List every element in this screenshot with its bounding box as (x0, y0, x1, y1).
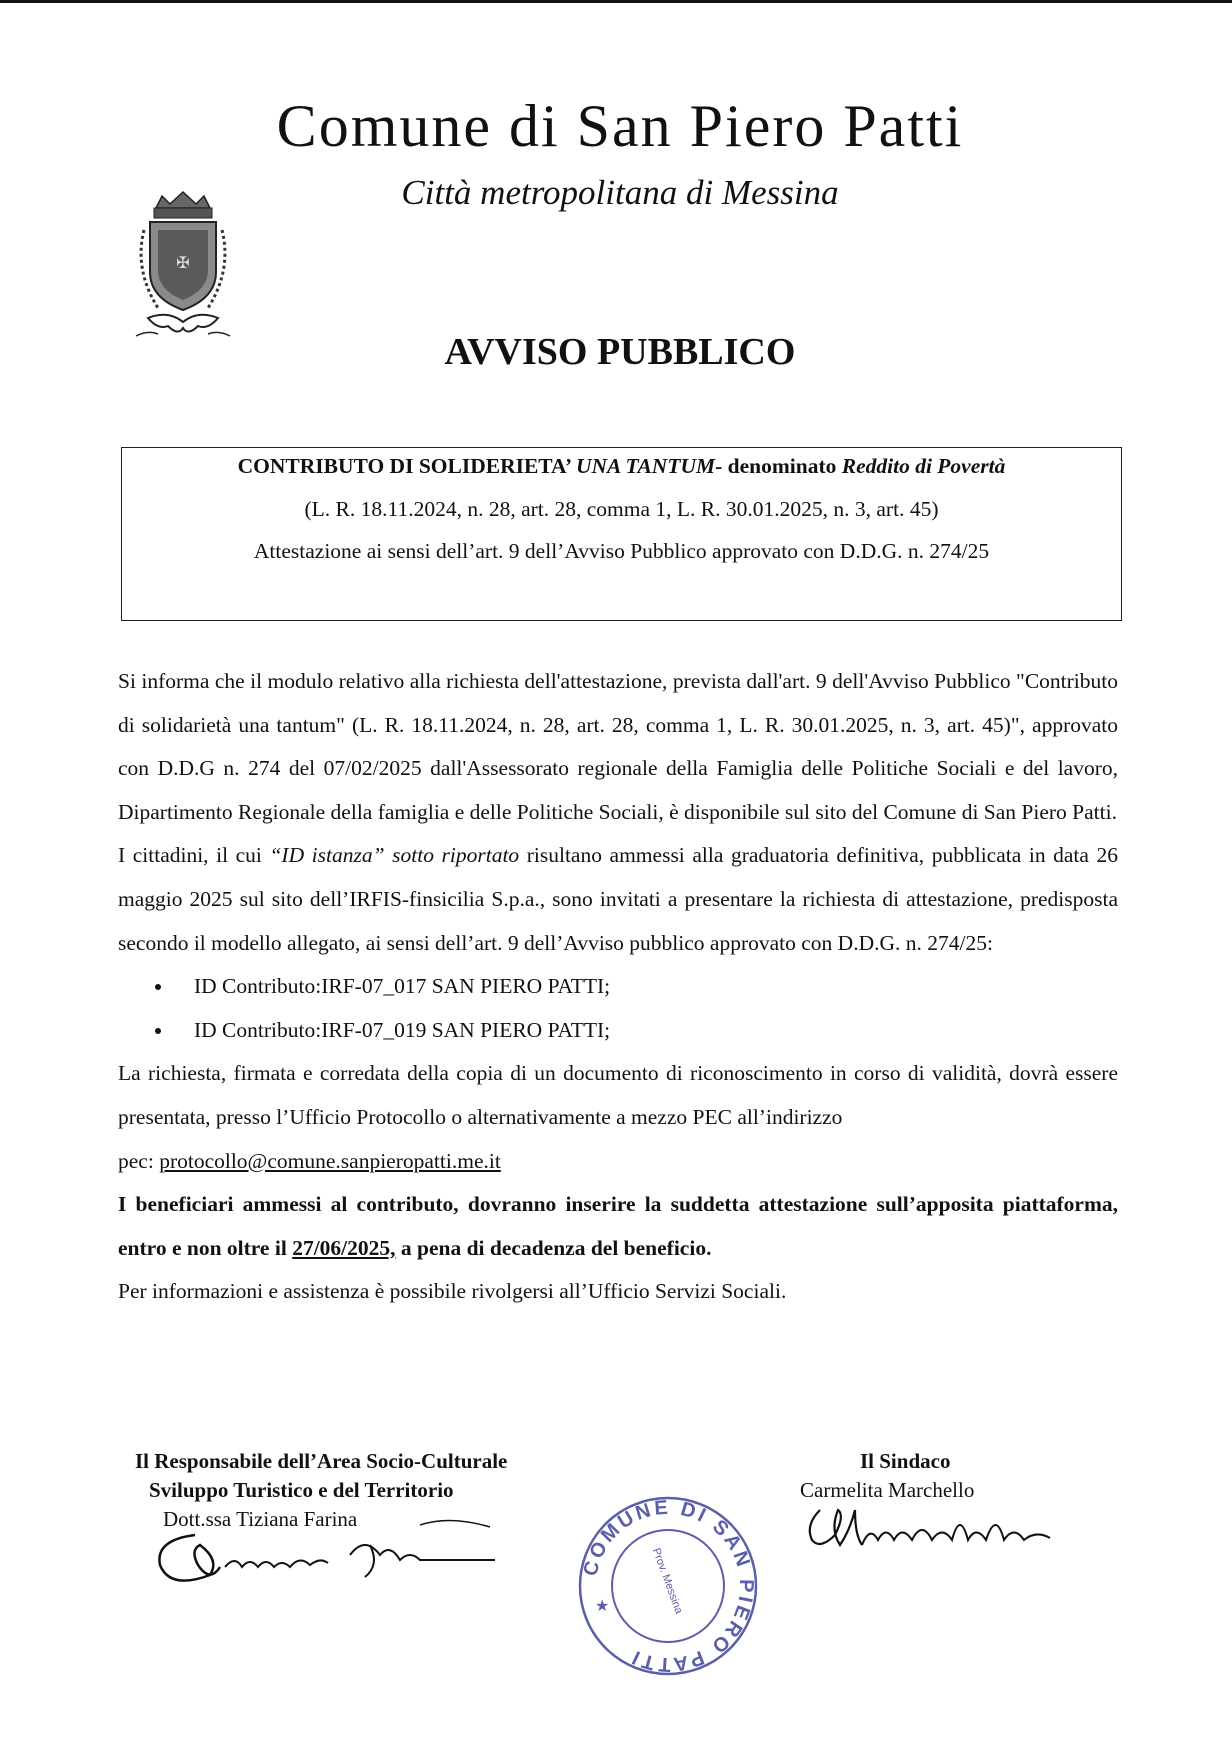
deadline-paragraph: I beneficiari ammessi al contributo, dovranno inserire la suddetta attestazione sull’apposita piattaforma, entro e non oltre il 27/06/2025, a pena di decadenza del beneficio. (118, 1192, 1118, 1260)
handwritten-signature-left (150, 1505, 540, 1595)
handwritten-signature-right (800, 1490, 1080, 1560)
list-item: • ID Contributo:IRF-07_019 SAN PIERO PATTI; (174, 1009, 1118, 1053)
municipal-stamp (575, 1493, 761, 1679)
svg-text:COMUNE DI SAN PIERO PATTI: COMUNE DI SAN PIERO PATTI (579, 1496, 758, 1676)
paragraph-info: Per informazioni e assistenza è possibile rivolgersi all’Ufficio Servizi Sociali. (118, 1279, 787, 1304)
svg-text:Prov. Messina: Prov. Messina (649, 1546, 685, 1616)
deadline-date: 27/06/2025, (292, 1235, 396, 1260)
contribution-id-list (118, 965, 1118, 1052)
coat-of-arms-icon (128, 190, 238, 345)
body-text (118, 660, 1118, 1314)
paragraph-2: I cittadini, il cui “ID istanza” sotto riportato risultano ammessi alla graduatoria definitiva, pubblicata in data 26 maggio 2025 sul sito dell’IRFIS-finsicilia S.p.a., sono invitati a presentare la richiesta di attestazione, predisposta secondo il modello allegato, ai sensi dell’art. 9 dell’Avviso pubblico approvato con D.D.G. n. 274/25: (118, 843, 1119, 955)
municipality-subtitle: Città metropolitana di Messina (401, 173, 839, 212)
svg-text:★: ★ (595, 1596, 610, 1615)
left-signatory-name: Dott.ssa Tiziana Farina (163, 1507, 358, 1531)
notice-title: AVVISO PUBBLICO (444, 331, 796, 373)
paragraph-1: Si informa che il modulo relativo alla richiesta dell'attestazione, prevista dall'art. 9 dell'Avviso Pubblico "Contributo di solidarietà una tantum" (L. R. 18.11.2024, n. 28, art. 28, comma 1, L. R. 30.01.2025, n. 3, art. 45)", approvato con D.D.G n. 274 del 07/02/2025 dall'Assessorato regionale della Famiglia delle Politiche Sociali e del lavoro, Dipartimento Regionale della famiglia e delle Politiche Sociali, è disponibile sul sito del Comune di San Piero Patti. (118, 669, 1118, 824)
pec-email-link[interactable]: protocollo@comune.sanpieropatti.me.it (159, 1148, 501, 1173)
list-item: • ID Contributo:IRF-07_017 SAN PIERO PATTI; (174, 965, 1118, 1009)
left-signatory-title-2: Sviluppo Turistico e del Territorio (149, 1478, 454, 1502)
pec-line: pec: protocollo@comune.sanpieropatti.me.it (118, 1148, 501, 1173)
right-signatory-name: Carmelita Marchello (800, 1478, 975, 1502)
subject-line-1: CONTRIBUTO DI SOLIDERIETA’ UNA TANTUM- denominato Reddito di Povertà (237, 454, 1006, 478)
municipality-title: Comune di San Piero Patti (276, 93, 964, 159)
subject-line-3: Attestazione ai sensi dell’art. 9 dell’Avviso Pubblico approvato con D.D.G. n. 274/25 (253, 539, 990, 563)
top-border (0, 0, 1232, 3)
paragraph-3: La richiesta, firmata e corredata della copia di un documento di riconoscimento in corso di validità, dovrà essere presentata, presso l’Ufficio Protocollo o alternativamente a mezzo PEC all’indirizzo (118, 1061, 1118, 1129)
svg-text:✠: ✠ (176, 255, 190, 272)
right-signatory-title: Il Sindaco (860, 1449, 951, 1473)
left-signatory-title-1: Il Responsabile dell’Area Socio-Culturale (135, 1449, 508, 1473)
subject-box (121, 447, 1122, 621)
subject-line-2: (L. R. 18.11.2024, n. 28, art. 28, comma 1, L. R. 30.01.2025, n. 3, art. 45) (304, 497, 939, 521)
